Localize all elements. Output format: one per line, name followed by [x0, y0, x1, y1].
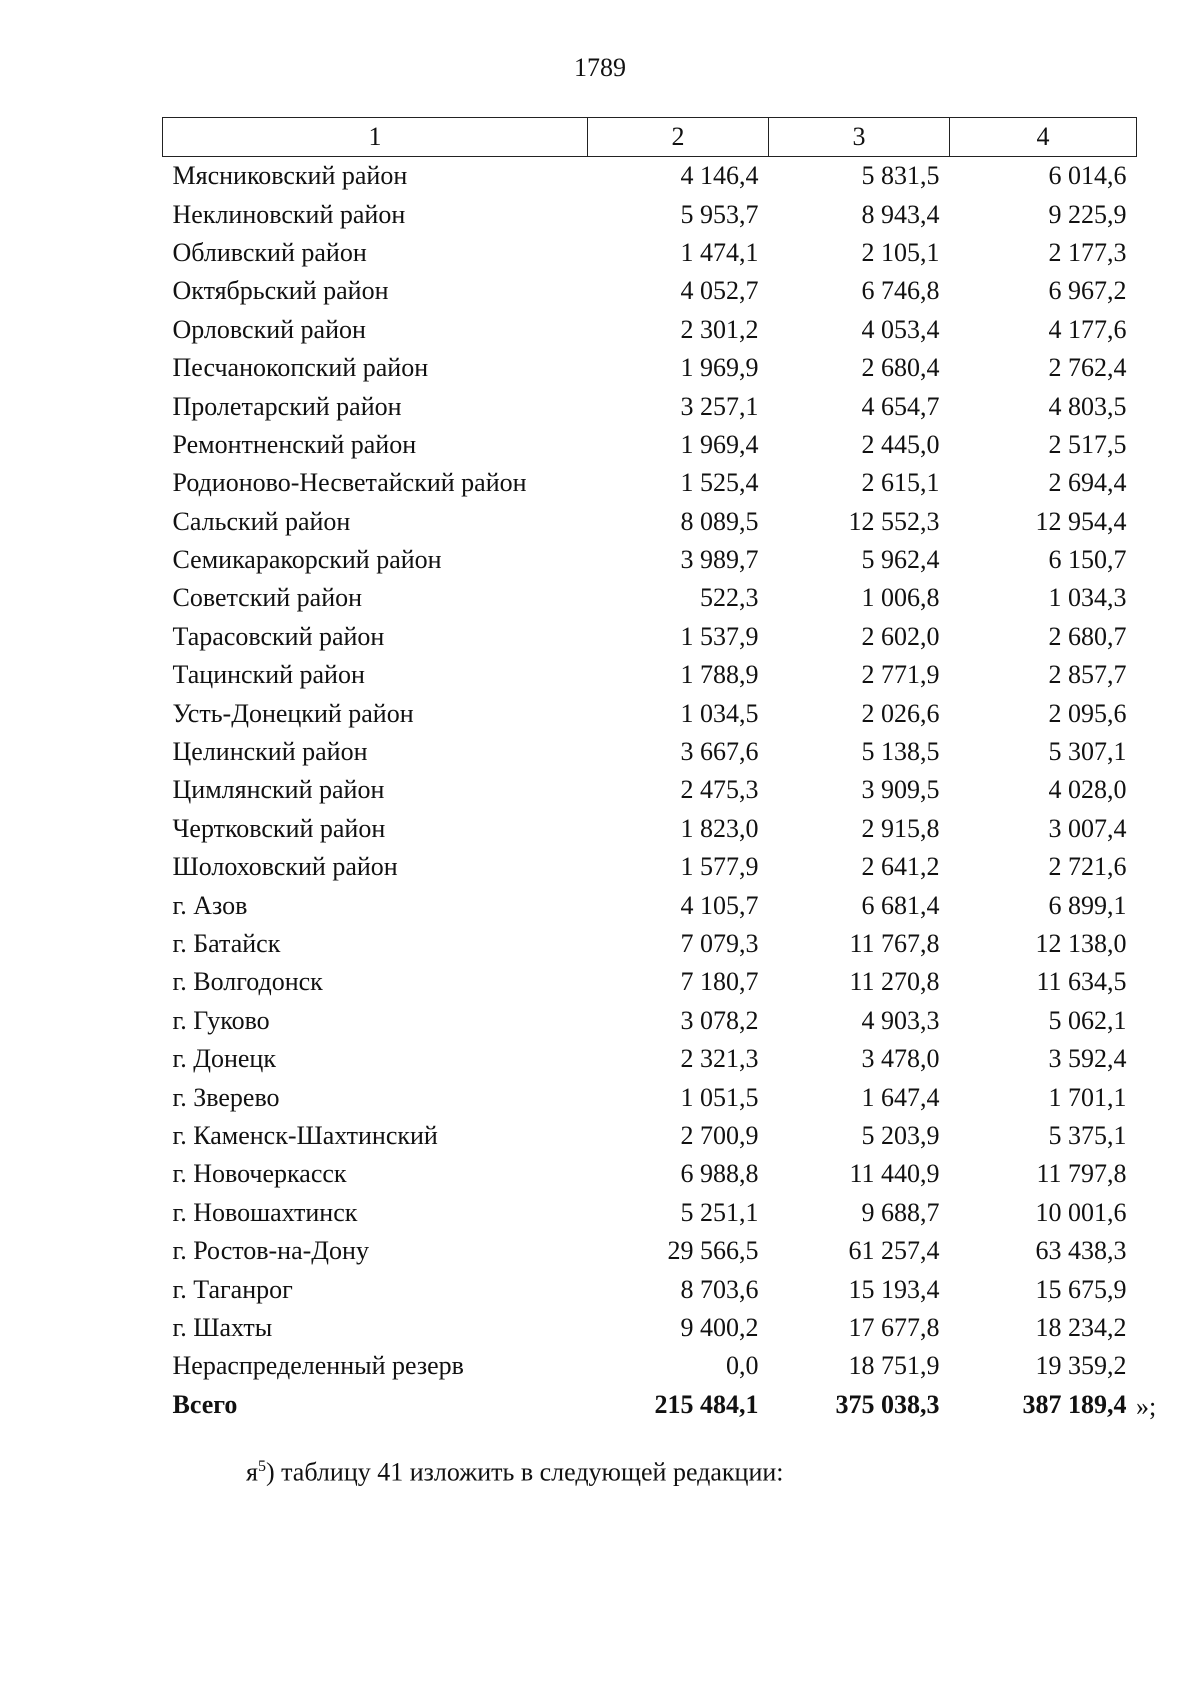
row-name: Октябрьский район [172, 276, 389, 306]
table-row [163, 1117, 1137, 1155]
table-row [163, 426, 1137, 464]
row-name: Тарасовский район [172, 621, 385, 651]
table-row [163, 1078, 1137, 1116]
row-value-col4: 4 803,5 [1048, 391, 1127, 421]
row-value-col3: 18 751,9 [848, 1351, 940, 1381]
table-row [163, 618, 1137, 656]
row-value-col2: 522,3 [700, 583, 759, 613]
row-name: Песчанокопский район [172, 353, 429, 383]
instruction-text: ) таблицу 41 изложить в следующей редакции: [265, 1457, 784, 1487]
table-row [163, 656, 1137, 694]
row-value-col4: 12 954,4 [1035, 506, 1127, 536]
row-value-col2: 1 537,9 [680, 621, 759, 651]
row-value-col2: 1 474,1 [680, 237, 759, 267]
row-value-col3: 3 909,5 [861, 775, 940, 805]
row-value-col4: 2 517,5 [1048, 429, 1127, 459]
row-value-col4: 4 177,6 [1048, 314, 1127, 344]
table-row [163, 1309, 1137, 1347]
table-header-row [163, 118, 1137, 157]
row-value-col4: 5 307,1 [1048, 737, 1127, 767]
instruction-paragraph [246, 1448, 784, 1492]
row-value-col4: 3 592,4 [1048, 1044, 1127, 1074]
row-name: Орловский район [172, 314, 366, 344]
row-value-col3: 61 257,4 [848, 1236, 940, 1266]
row-value-col4: 15 675,9 [1035, 1274, 1127, 1304]
table-row [163, 503, 1137, 541]
row-value-col2: 1 788,9 [680, 660, 759, 690]
row-name: Ремонтненский район [172, 429, 417, 459]
row-name: г. Батайск [172, 929, 281, 958]
page-number: 1789 [574, 53, 626, 82]
row-name: Усть-Донецкий район [172, 698, 414, 728]
row-value-col3: 6 746,8 [861, 276, 940, 306]
row-name: Родионово-Несветайский район [172, 468, 527, 498]
row-value-col2: 3 989,7 [680, 545, 759, 575]
table-row [163, 1002, 1137, 1040]
row-value-col2: 2 321,3 [680, 1044, 759, 1074]
row-name: г. Новочеркасск [172, 1159, 347, 1189]
row-value-col2: 2 700,9 [680, 1120, 759, 1150]
table-row [163, 1347, 1137, 1385]
row-value-col3: 11 440,9 [849, 1159, 940, 1189]
row-name: г. Донецк [172, 1044, 276, 1074]
row-value-col2: 3 257,1 [680, 391, 759, 421]
table-row [163, 1194, 1137, 1232]
table-row [163, 848, 1137, 886]
row-value-col3: 2 641,2 [861, 852, 940, 882]
row-value-col2: 29 566,5 [667, 1236, 759, 1266]
row-value-col2: 5 251,1 [680, 1197, 759, 1227]
row-name: Целинский район [172, 737, 368, 767]
row-value-col3: 375 038,3 [835, 1389, 940, 1419]
row-value-col2: 3 667,6 [680, 737, 759, 767]
row-value-col4: 2 721,6 [1048, 852, 1127, 882]
row-value-col2: 1 525,4 [680, 468, 759, 498]
row-value-col4: 2 177,3 [1048, 237, 1127, 267]
row-name: Обливский район [172, 237, 367, 267]
row-name: Нераспределенный резерв [172, 1351, 464, 1381]
budget-table [162, 117, 1137, 1424]
table-row [163, 349, 1137, 387]
row-name: Сальский район [172, 506, 351, 536]
row-name: Цимлянский район [172, 775, 385, 805]
instruction-superscript: 5 [257, 1458, 266, 1475]
row-value-col4: 5 375,1 [1048, 1120, 1127, 1150]
row-value-col4: 18 234,2 [1035, 1312, 1127, 1342]
row-value-col4: 2 857,7 [1048, 660, 1127, 690]
row-value-col4: 3 007,4 [1048, 813, 1127, 843]
row-value-col3: 3 478,0 [861, 1044, 940, 1074]
table-row [163, 272, 1137, 310]
row-value-col3: 2 105,1 [861, 237, 940, 267]
row-value-col2: 4 105,7 [680, 890, 759, 920]
row-value-col3: 2 680,4 [861, 353, 940, 383]
row-value-col3: 1 006,8 [861, 583, 940, 613]
table-row [163, 195, 1137, 233]
table-row [163, 1232, 1137, 1270]
row-value-col2: 5 953,7 [680, 199, 759, 229]
row-value-col4: 9 225,9 [1048, 199, 1127, 229]
row-value-col4: 12 138,0 [1035, 929, 1127, 958]
row-value-col3: 9 688,7 [861, 1197, 940, 1227]
column-header: 4 [950, 118, 1137, 157]
row-name: г. Волгодонск [172, 967, 323, 997]
row-value-col2: 2 475,3 [680, 775, 759, 805]
table-row [163, 886, 1137, 924]
row-name: Неклиновский район [172, 199, 406, 229]
table-row [163, 810, 1137, 848]
row-value-col4: 387 189,4 [1022, 1389, 1127, 1419]
row-value-col2: 9 400,2 [680, 1312, 759, 1342]
row-value-col3: 2 915,8 [861, 813, 940, 843]
row-value-col3: 2 026,6 [861, 698, 940, 728]
table-row [163, 1155, 1137, 1193]
table-row [163, 311, 1137, 349]
row-value-col4: 6 967,2 [1048, 276, 1127, 306]
row-value-col3: 12 552,3 [848, 506, 940, 536]
row-value-col4: 4 028,0 [1048, 775, 1127, 805]
row-value-col3: 2 771,9 [861, 660, 940, 690]
table-body [163, 157, 1137, 1424]
row-value-col3: 4 053,4 [861, 314, 940, 344]
row-value-col3: 2 445,0 [861, 429, 940, 459]
row-value-col4: 2 680,7 [1048, 621, 1127, 651]
row-value-col3: 5 138,5 [861, 737, 940, 767]
row-value-col4: 10 001,6 [1035, 1197, 1127, 1227]
row-value-col4: 6 014,6 [1048, 161, 1127, 191]
row-value-col3: 4 903,3 [861, 1005, 940, 1035]
row-name: г. Новошахтинск [172, 1197, 358, 1227]
row-name: Пролетарский район [172, 391, 402, 421]
row-value-col4: 11 797,8 [1036, 1159, 1127, 1189]
table-row [163, 1270, 1137, 1308]
row-name: г. Азов [172, 890, 248, 920]
row-value-col3: 11 767,8 [849, 929, 940, 958]
column-header: 1 [163, 118, 588, 157]
table-row [163, 733, 1137, 771]
table-row [163, 925, 1137, 963]
table-total-row [163, 1386, 1137, 1424]
table-row [163, 771, 1137, 809]
row-name: г. Таганрог [172, 1274, 293, 1304]
row-name: Тацинский район [172, 660, 365, 690]
closing-quote-mark: »; [1136, 1392, 1157, 1421]
row-value-col3: 15 193,4 [848, 1274, 940, 1304]
row-value-col2: 1 034,5 [680, 698, 759, 728]
table-row [163, 963, 1137, 1001]
row-value-col3: 6 681,4 [861, 890, 940, 920]
row-value-col3: 4 654,7 [861, 391, 940, 421]
row-value-col4: 6 899,1 [1048, 890, 1127, 920]
row-value-col2: 2 301,2 [680, 314, 759, 344]
row-value-col3: 2 602,0 [861, 621, 940, 651]
row-name: г. Ростов-на-Дону [172, 1236, 369, 1266]
table-row [163, 464, 1137, 502]
row-value-col2: 4 052,7 [680, 276, 759, 306]
row-name: Мясниковский район [172, 161, 408, 191]
row-value-col2: 1 969,4 [680, 429, 759, 459]
row-value-col4: 1 034,3 [1048, 583, 1127, 613]
row-value-col4: 2 762,4 [1048, 353, 1127, 383]
row-value-col2: 1 577,9 [680, 852, 759, 882]
row-name: г. Каменск-Шахтинский [172, 1120, 438, 1150]
row-value-col3: 1 647,4 [861, 1082, 940, 1112]
row-name: г. Зверево [172, 1082, 280, 1112]
table-row [163, 234, 1137, 272]
row-value-col2: 7 079,3 [680, 929, 759, 958]
row-value-col2: 6 988,8 [680, 1159, 759, 1189]
row-value-col2: 1 969,9 [680, 353, 759, 383]
table-row [163, 694, 1137, 732]
row-name: Советский район [172, 583, 363, 613]
row-name: Семикаракорский район [172, 545, 442, 575]
table-row [163, 579, 1137, 617]
row-name: Чертковский район [172, 813, 386, 843]
row-value-col4: 63 438,3 [1035, 1236, 1127, 1266]
row-value-col4: 2 694,4 [1048, 468, 1127, 498]
row-name: г. Шахты [172, 1312, 273, 1342]
row-value-col3: 5 962,4 [861, 545, 940, 575]
row-name: Всего [172, 1389, 238, 1419]
row-value-col4: 19 359,2 [1035, 1351, 1127, 1381]
row-value-col2: 1 823,0 [680, 813, 759, 843]
row-name: Шолоховский район [172, 852, 398, 882]
row-value-col2: 0,0 [726, 1351, 759, 1381]
row-value-col3: 2 615,1 [861, 468, 940, 498]
table-row [163, 387, 1137, 425]
row-value-col3: 5 831,5 [861, 161, 940, 191]
row-value-col4: 11 634,5 [1036, 967, 1127, 997]
row-value-col3: 17 677,8 [848, 1312, 940, 1342]
table-row [163, 157, 1137, 196]
instruction-prefix: я [246, 1457, 258, 1487]
row-value-col2: 8 089,5 [680, 506, 759, 536]
row-value-col4: 6 150,7 [1048, 545, 1127, 575]
row-value-col2: 3 078,2 [680, 1005, 759, 1035]
row-value-col4: 5 062,1 [1048, 1005, 1127, 1035]
row-value-col4: 1 701,1 [1048, 1082, 1127, 1112]
table-row [163, 1040, 1137, 1078]
row-value-col2: 1 051,5 [680, 1082, 759, 1112]
row-value-col3: 11 270,8 [849, 967, 940, 997]
row-name: г. Гуково [172, 1005, 270, 1035]
row-value-col3: 5 203,9 [861, 1120, 940, 1150]
row-value-col4: 2 095,6 [1048, 698, 1127, 728]
row-value-col3: 8 943,4 [861, 199, 940, 229]
row-value-col2: 8 703,6 [680, 1274, 759, 1304]
row-value-col2: 7 180,7 [680, 967, 759, 997]
table-row [163, 541, 1137, 579]
row-value-col2: 4 146,4 [680, 161, 759, 191]
column-header: 3 [769, 118, 950, 157]
column-header: 2 [588, 118, 769, 157]
row-value-col2: 215 484,1 [654, 1389, 759, 1419]
